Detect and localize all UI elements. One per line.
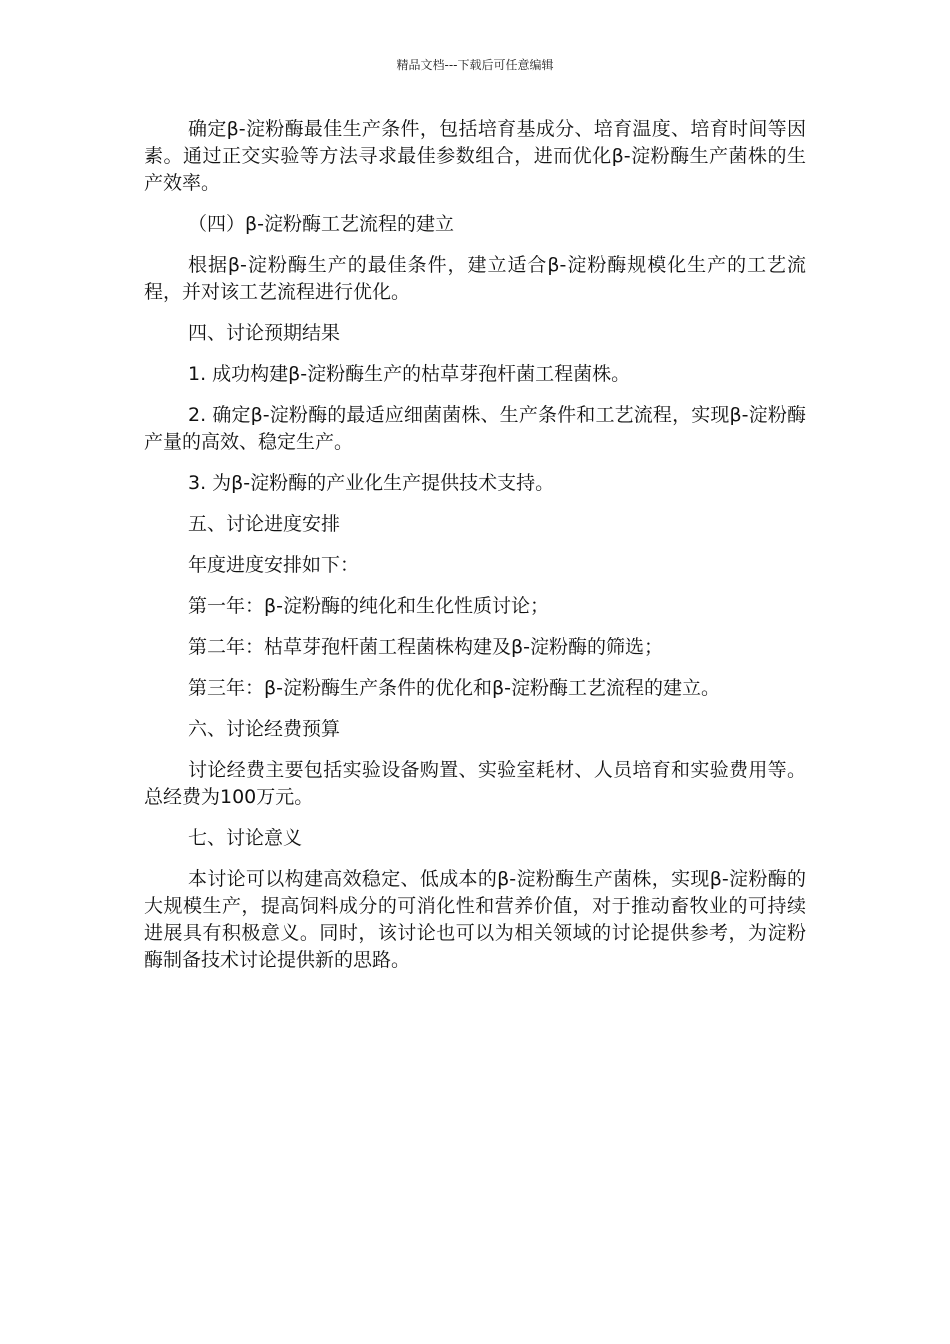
section-heading-expected-results: 四、讨论预期结果 [188, 322, 341, 344]
page-header: 精品文档---下载后可任意编辑 [396, 58, 554, 72]
schedule-year-2: 第二年：枯草芽孢杆菌工程菌株构建及β-淀粉酶的筛选； [188, 636, 663, 658]
schedule-year-3: 第三年：β-淀粉酶生产条件的优化和β-淀粉酶工艺流程的建立。 [188, 677, 720, 699]
paragraph-schedule-intro: 年度进度安排如下： [188, 554, 360, 576]
schedule-year-1: 第一年：β-淀粉酶的纯化和生化性质讨论； [188, 595, 549, 617]
paragraph-significance: 本讨论可以构建高效稳定、低成本的β-淀粉酶生产菌株，实现β-淀粉酶的大规模生产，提高饲料成分的可消化性和营养价值，对于推动畜牧业的可持续进展具有积极意义。同时，该讨论也可以为相关领域的讨论提供参考，为淀粉酶制备技术讨论提供新的思路。 [144, 868, 806, 971]
paragraph-production-conditions: 确定β-淀粉酶最佳生产条件，包括培育基成分、培育温度、培育时间等因素。通过正交实验等方法寻求最佳参数组合，进而优化β-淀粉酶生产菌株的生产效率。 [144, 118, 806, 194]
document-body [144, 116, 806, 988]
section-heading-significance: 七、讨论意义 [188, 827, 303, 849]
list-item-result-3: 3. 为β-淀粉酶的产业化生产提供技术支持。 [188, 472, 555, 494]
paragraph-budget: 讨论经费主要包括实验设备购置、实验室耗材、人员培育和实验费用等。总经费为100万元。 [144, 759, 806, 808]
section-heading-schedule: 五、讨论进度安排 [188, 513, 341, 535]
list-item-result-2: 2. 确定β-淀粉酶的最适应细菌菌株、生产条件和工艺流程，实现β-淀粉酶产量的高效、稳定生产。 [144, 404, 806, 453]
paragraph-process-flow: 根据β-淀粉酶生产的最佳条件，建立适合β-淀粉酶规模化生产的工艺流程，并对该工艺流程进行优化。 [144, 254, 806, 303]
section-heading-process-flow: （四）β-淀粉酶工艺流程的建立 [188, 213, 454, 235]
list-item-result-1: 1. 成功构建β-淀粉酶生产的枯草芽孢杆菌工程菌株。 [188, 363, 631, 385]
section-heading-budget: 六、讨论经费预算 [188, 718, 341, 740]
